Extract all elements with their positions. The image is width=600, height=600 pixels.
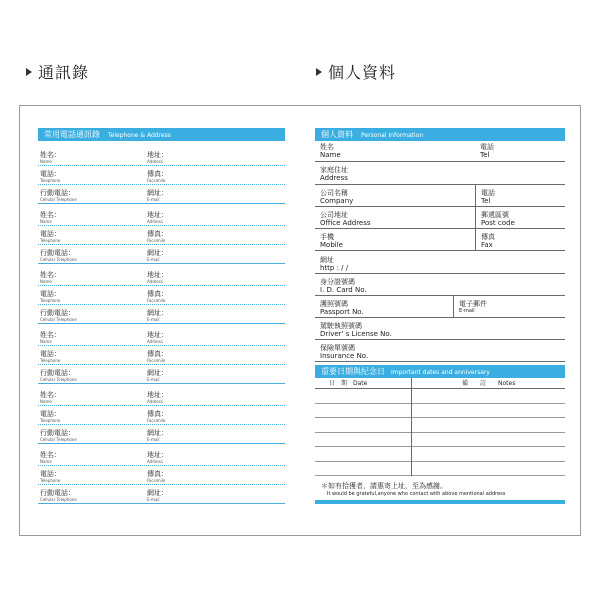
cellular-field[interactable]: 行動電話： Cellular Telephone	[40, 489, 77, 502]
dates-grid	[315, 389, 565, 476]
triangle-bullet-icon	[26, 68, 32, 76]
mobile-field[interactable]: 手機 Mobile	[320, 233, 343, 249]
date-line[interactable]	[315, 433, 411, 448]
address-field[interactable]: 地址： Address	[147, 331, 168, 344]
name-field[interactable]: 姓名： Name	[40, 151, 61, 164]
telephone-field[interactable]: 電話： Telephone	[40, 230, 61, 243]
dates-column-header	[315, 378, 565, 389]
entry-row-cell	[38, 489, 285, 504]
entry-row-name	[38, 391, 285, 406]
entry-row-cell	[38, 309, 285, 324]
cellular-field[interactable]: 行動電話： Cellular Telephone	[40, 429, 77, 442]
entry-row-tel	[38, 290, 285, 305]
company-tel-field[interactable]: 電話 Tel	[475, 185, 499, 206]
office-address-field[interactable]: 公司地址 Office Address	[320, 211, 371, 227]
personal-tel-field[interactable]: 電話 Tel	[480, 143, 494, 159]
notes-line[interactable]	[412, 418, 565, 433]
address-field[interactable]: 地址： Address	[147, 151, 168, 164]
home-address-field[interactable]: 家庭住址 Address	[320, 166, 348, 182]
heading-address-book	[26, 60, 89, 83]
address-field[interactable]: 地址： Address	[147, 451, 168, 464]
address-field[interactable]: 地址： Address	[147, 391, 168, 404]
fax-field[interactable]: 傳真： Facsimile	[147, 230, 168, 243]
personal-row-license	[315, 318, 565, 340]
telephone-field[interactable]: 電話： Telephone	[40, 470, 61, 483]
entry-row-cell	[38, 369, 285, 384]
date-line[interactable]	[315, 389, 411, 404]
passport-field[interactable]: 護照號碼 Passport No.	[320, 300, 364, 316]
personal-info-header-bar	[315, 128, 565, 141]
notes-line[interactable]	[412, 462, 565, 477]
date-column	[315, 389, 411, 476]
email-field[interactable]: 網址： E-mail	[147, 189, 168, 202]
dates-title-en: Important dates and anniversary	[391, 369, 490, 376]
insurance-field[interactable]: 保險單號碼 Insurance No.	[320, 344, 369, 360]
entry-row-tel	[38, 350, 285, 365]
entry-row-name	[38, 271, 285, 286]
address-entry	[38, 321, 285, 381]
heading-personal-info	[316, 60, 396, 83]
personal-row-passport	[315, 296, 565, 318]
entry-row-tel	[38, 410, 285, 425]
telephone-field[interactable]: 電話： Telephone	[40, 290, 61, 303]
heading-text: 個人資料	[328, 63, 397, 82]
notes-line[interactable]	[412, 404, 565, 419]
return-note	[315, 482, 565, 497]
address-entry	[38, 141, 285, 201]
entry-row-cell	[38, 189, 285, 204]
name-field[interactable]: 姓名： Name	[40, 271, 61, 284]
notes-column	[411, 389, 565, 476]
name-field[interactable]: 姓名： Name	[40, 211, 61, 224]
personal-row-mobile	[315, 229, 565, 251]
fax-field[interactable]: 傳真： Facsimile	[147, 350, 168, 363]
entry-row-tel	[38, 230, 285, 245]
address-entries	[38, 141, 285, 501]
address-book-title-zh: 常用電話通訊錄	[44, 130, 100, 139]
personal-row-name	[315, 141, 565, 162]
address-book-title-en: Telephone & Address	[108, 132, 171, 139]
name-field[interactable]: 姓名： Name	[40, 391, 61, 404]
telephone-field[interactable]: 電話： Telephone	[40, 410, 61, 423]
return-note-zh: ＊如有拾獲者，請惠寄上址，至為感謝。	[321, 482, 447, 490]
notes-column-label: 備 註 Notes	[411, 378, 565, 388]
name-field[interactable]: 姓名： Name	[40, 331, 61, 344]
personal-info-title-zh: 個人資料	[321, 130, 353, 139]
email-field[interactable]: 網址： E-mail	[147, 489, 168, 502]
website-field[interactable]: 網址 http : / /	[320, 256, 349, 272]
dates-header-bar	[315, 365, 565, 378]
address-entry	[38, 201, 285, 261]
footer-bar	[315, 500, 565, 504]
notes-line[interactable]	[412, 447, 565, 462]
personal-fax-field[interactable]: 傳真 Fax	[475, 229, 499, 250]
personal-info-page	[315, 128, 565, 504]
personal-row-insurance	[315, 340, 565, 362]
entry-row-name	[38, 151, 285, 166]
telephone-field[interactable]: 電話： Telephone	[40, 350, 61, 363]
address-field[interactable]: 地址： Address	[147, 211, 168, 224]
address-entry	[38, 441, 285, 501]
driver-license-field[interactable]: 駕駛執照號碼 Driver' s License No.	[320, 322, 392, 338]
cellular-field[interactable]: 行動電話： Cellular Telephone	[40, 189, 77, 202]
date-line[interactable]	[315, 462, 411, 477]
address-entry	[38, 381, 285, 441]
fax-field[interactable]: 傳真： Facsimile	[147, 410, 168, 423]
personal-row-company	[315, 185, 565, 207]
return-note-en: It would be grateful,anyone who contact with above mentional address	[327, 491, 506, 497]
date-line[interactable]	[315, 404, 411, 419]
email-field[interactable]: 網址： E-mail	[147, 429, 168, 442]
fax-field[interactable]: 傳真： Facsimile	[147, 290, 168, 303]
telephone-field[interactable]: 電話： Telephone	[40, 170, 61, 183]
entry-row-tel	[38, 470, 285, 485]
entry-row-name	[38, 451, 285, 466]
entry-row-cell	[38, 249, 285, 264]
fax-field[interactable]: 傳真： Facsimile	[147, 170, 168, 183]
address-entry	[38, 261, 285, 321]
personal-info-title-en: Personal Information	[361, 132, 424, 139]
post-code-field[interactable]: 郵遞區號 Post code	[475, 207, 519, 228]
name-field[interactable]: 姓名： Name	[40, 451, 61, 464]
personal-email-field[interactable]: 電子郵件 E-mail	[453, 296, 491, 317]
notes-line[interactable]	[412, 389, 565, 404]
personal-name-field[interactable]: 姓名 Name	[320, 143, 341, 159]
cellular-field[interactable]: 行動電話： Cellular Telephone	[40, 369, 77, 382]
entry-row-name	[38, 211, 285, 226]
email-field[interactable]: 網址： E-mail	[147, 309, 168, 322]
personal-row-id	[315, 274, 565, 296]
date-column-label: 日 期 Date	[329, 380, 368, 387]
email-field[interactable]: 網址： E-mail	[147, 249, 168, 262]
dates-title-zh: 重要日期與紀念日	[321, 367, 385, 376]
personal-row-home	[315, 162, 565, 185]
notes-line[interactable]	[412, 433, 565, 448]
address-book-header-bar	[38, 128, 285, 141]
date-line[interactable]	[315, 418, 411, 433]
address-book-page	[38, 128, 285, 501]
fax-field[interactable]: 傳真： Facsimile	[147, 470, 168, 483]
triangle-bullet-icon	[316, 68, 322, 76]
email-field[interactable]: 網址： E-mail	[147, 369, 168, 382]
id-card-field[interactable]: 身分證號碼 I. D. Card No.	[320, 278, 367, 294]
entry-row-tel	[38, 170, 285, 185]
cellular-field[interactable]: 行動電話： Cellular Telephone	[40, 309, 77, 322]
entry-row-cell	[38, 429, 285, 444]
heading-text: 通訊錄	[38, 63, 90, 82]
entry-row-name	[38, 331, 285, 346]
date-line[interactable]	[315, 447, 411, 462]
address-field[interactable]: 地址： Address	[147, 271, 168, 284]
cellular-field[interactable]: 行動電話： Cellular Telephone	[40, 249, 77, 262]
personal-row-url	[315, 251, 565, 274]
company-field[interactable]: 公司名稱 Company	[320, 189, 354, 205]
personal-row-office	[315, 207, 565, 229]
